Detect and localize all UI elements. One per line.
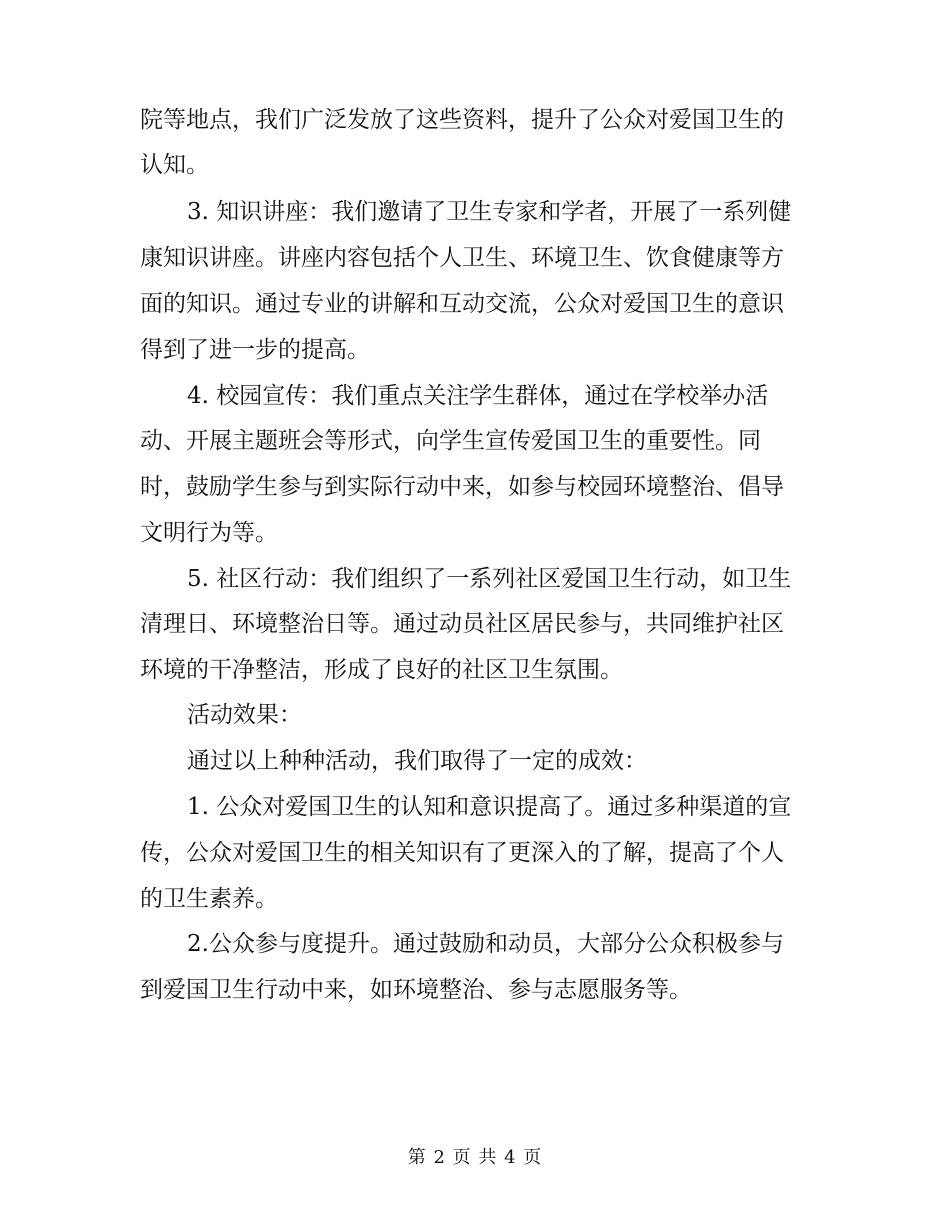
- text-line: 传，公众对爱国卫生的相关知识有了更深入的了解，提高了个人: [140, 840, 784, 866]
- text-line: 清理日、环境整治日等。通过动员社区居民参与，共同维护社区: [140, 611, 784, 637]
- text-line: 4. 校园宣传：我们重点关注学生群体，通过在学校举办活: [187, 383, 769, 409]
- text-line: 5. 社区行动：我们组织了一系列社区爱国卫生行动，如卫生: [187, 566, 792, 592]
- text-line: 的卫生素养。: [140, 886, 278, 912]
- text-line: 2.公众参与度提升。通过鼓励和动员，大部分公众积极参与: [187, 931, 784, 957]
- text-line: 认知。: [140, 152, 209, 178]
- text-line: 动、开展主题班会等形式，向学生宣传爱国卫生的重要性。同: [140, 428, 761, 454]
- section-heading: 活动效果：: [187, 702, 302, 728]
- text-line: 时，鼓励学生参与到实际行动中来，如参与校园环境整治、倡导: [140, 474, 784, 500]
- text-line: 环境的干净整洁，形成了良好的社区卫生氛围。: [140, 657, 623, 683]
- text-line: 面的知识。通过专业的讲解和互动交流，公众对爱国卫生的意识: [140, 291, 784, 317]
- text-line: 院等地点，我们广泛发放了这些资料，提升了公众对爱国卫生的: [140, 107, 784, 133]
- text-line: 3. 知识讲座：我们邀请了卫生专家和学者，开展了一系列健: [187, 199, 792, 225]
- text-line: 1. 公众对爱国卫生的认知和意识提高了。通过多种渠道的宣: [187, 794, 792, 820]
- text-line: 通过以上种种活动，我们取得了一定的成效：: [187, 748, 647, 774]
- text-line: 康知识讲座。讲座内容包括个人卫生、环境卫生、饮食健康等方: [140, 245, 784, 271]
- text-line: 文明行为等。: [140, 520, 278, 546]
- text-line: 到爱国卫生行动中来，如环境整治、参与志愿服务等。: [140, 977, 692, 1003]
- text-line: 得到了进一步的提高。: [140, 337, 370, 363]
- page-number-footer: 第 2 页 共 4 页: [407, 1147, 543, 1168]
